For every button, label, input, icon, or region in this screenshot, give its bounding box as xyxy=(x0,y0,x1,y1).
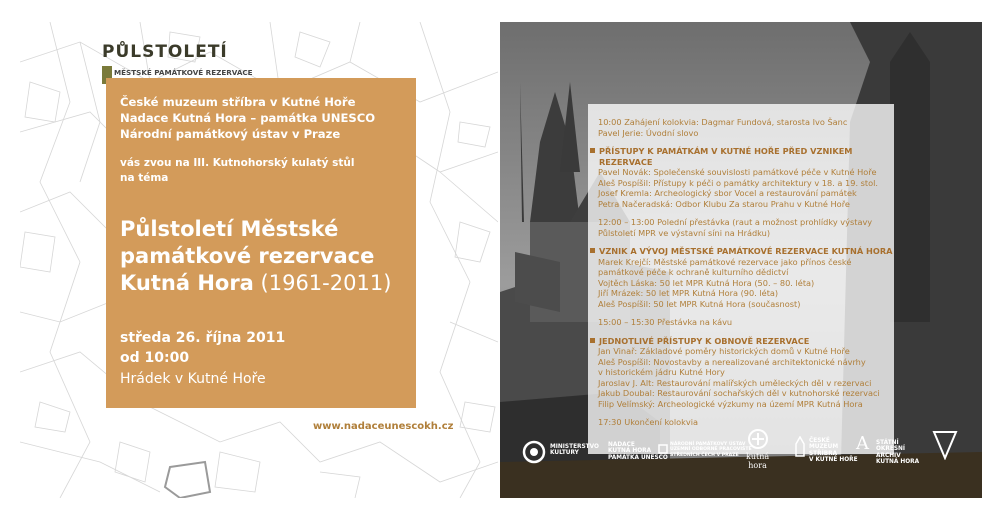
program-text: 12:00 – 13:00 Polední přestávka (raut a možnost prohlídky výstavy xyxy=(598,217,873,227)
program-text: Jan Vinař: Základové poměry historických domů v Kutné Hoře xyxy=(598,346,850,356)
bullet-square-icon xyxy=(590,148,595,153)
invite-text xyxy=(120,156,410,186)
program-block-6 xyxy=(598,336,894,410)
event-date xyxy=(120,328,285,368)
logo-text: STÁTNÍ xyxy=(876,440,899,446)
logo-text: STŘÍBRA xyxy=(809,450,838,457)
logo-text: KUTNÁ HORA xyxy=(608,448,652,455)
logo-text: KUTNÁ HORA xyxy=(876,459,920,466)
logo-text: STŘEDNÍCH ČECH V PRAZE xyxy=(670,452,739,458)
program-text: Jakub Doubal: Restaurování sochařských děl v kutnohorské rezervaci xyxy=(598,388,880,398)
logo-narodni-pamatkovy-ustav xyxy=(670,442,752,458)
invite-line-2: na téma xyxy=(120,172,169,184)
program-text: 15:00 – 15:30 Přestávka na kávu xyxy=(598,317,733,327)
date-line-2: od 10:00 xyxy=(120,350,190,366)
invite-line-1: vás zvou na III. Kutnohorský kulatý stůl xyxy=(120,157,355,169)
program-text: Aleš Pospíšil: Přístupy k péči o památky architektury v 18. a 19. stol. xyxy=(598,177,879,188)
institution-2: Nadace Kutná Hora – památka UNESCO xyxy=(120,111,376,125)
logo-text: ÚZEMNÍ ODBORNÉ PRACOVIŠTĚ xyxy=(670,447,752,453)
program-section-head: JEDNOTLIVÉ PŘÍSTUPY K OBNOVĚ REZERVACE xyxy=(598,336,894,347)
program-text: Filip Velímský: Archeologické výzkumy na území MPR Kutná Hora xyxy=(598,398,863,409)
bullet-square-icon xyxy=(590,248,595,253)
program-text: Aleš Pospíšil: 50 let MPR Kutná Hora (současnost) xyxy=(598,298,801,309)
program-block-4 xyxy=(598,246,894,309)
program-text: Pavel Novák: Společenské souvislosti památkové péče v Kutné Hoře xyxy=(598,167,877,177)
program-text: v historickém jádru Kutné Hory xyxy=(598,367,725,377)
website-link[interactable]: www.nadaceunescokh.cz xyxy=(313,421,454,432)
logo-text: NADACE xyxy=(608,442,635,448)
event-venue: Hrádek v Kutné Hoře xyxy=(120,371,266,387)
invitation-box xyxy=(106,78,416,408)
logo-text: MINISTERSTVO xyxy=(550,444,599,450)
partner-logos xyxy=(500,422,982,498)
title-line-1: Půlstoletí Městské xyxy=(120,217,339,241)
museum-bell-icon xyxy=(794,436,806,462)
logo-text: MUZEUM xyxy=(809,444,839,451)
program-block-3 xyxy=(598,217,894,238)
logo-text: V KUTNÉ HOŘE xyxy=(809,457,858,464)
program-block-5 xyxy=(598,317,894,328)
program-panel xyxy=(588,104,894,454)
program-text: Josef Kremla: Archeologický sbor Vocel a restaurování památek xyxy=(598,188,857,198)
logo-text: hora xyxy=(748,461,767,470)
program-text: Půlstoletí MPR ve výstavní síni na Hrádku) xyxy=(598,227,771,238)
program-text: 10:00 Zahájení kolokvia: Dagmar Fundová, starosta Ivo Šanc xyxy=(598,117,848,127)
program-text: Jiří Mrázek: 50 let MPR Kutná Hora (90. léta) xyxy=(598,288,779,298)
program-text: 17:30 Ukončení kolokvia xyxy=(598,417,699,427)
logo-text: PAMÁTKA UNESCO xyxy=(608,454,668,461)
logo-text: kutná xyxy=(746,452,770,461)
program-section-head: PŘÍSTUPY K PAMÁTKÁM V KUTNÉ HOŘE PŘED VZNIKEM REZERVACE xyxy=(598,146,894,167)
logo-text: KULTURY xyxy=(550,450,579,457)
ministry-culture-icon xyxy=(522,440,546,464)
title-line-2: památkové rezervace xyxy=(120,244,375,268)
logo-text: NÁRODNÍ PAMÁTKOVÝ ÚSTAV xyxy=(670,442,746,447)
program-text: Jaroslav J. Alt: Restaurování malířských uměleckých děl v rezervaci xyxy=(598,377,872,388)
program-text: Petra Načeradská: Odbor Klubu Za starou Prahu v Kutné Hoře xyxy=(598,198,850,209)
institution-1: České muzeum stříbra v Kutné Hoře xyxy=(120,95,356,109)
program-block-1 xyxy=(598,117,894,138)
program-section-head: VZNIK A VÝVOJ MĚSTSKÉ PAMÁTKOVÉ REZERVACE KUTNÁ HORA xyxy=(598,246,894,257)
logo-kutna-hora-city xyxy=(746,428,769,470)
title-line-3 xyxy=(120,270,415,297)
title-city: Kutná Hora xyxy=(120,271,254,295)
logo-line-1: MĚSTSKÉ PAMÁTKOVÉ REZERVACE xyxy=(114,68,253,77)
logo-title: PŮLSTOLETÍ xyxy=(102,42,228,62)
bullet-square-icon xyxy=(590,338,595,343)
program-text: Aleš Pospíšil: Novostavby a nerealizované architektonické návrhy xyxy=(598,356,866,367)
event-title xyxy=(120,216,415,297)
program-block-2 xyxy=(598,146,894,209)
right-panel xyxy=(500,22,982,498)
program-text: Marek Krejčí: Městské památkové rezervace jako přínos české xyxy=(598,256,852,267)
archiv-ac-icon: A xyxy=(856,433,869,454)
kutna-hora-emblem-icon xyxy=(747,428,769,450)
museum-town-logo-icon xyxy=(932,430,958,460)
program-text: památkové péče k ochraně kulturního dědictví xyxy=(598,267,789,277)
logo-text: OKRESNÍ xyxy=(876,446,906,453)
logo-text: ARCHIV xyxy=(876,452,901,459)
date-line-1: středa 26. října 2011 xyxy=(120,330,286,346)
title-years: (1961-2011) xyxy=(253,271,392,295)
program-text: Pavel Jerie: Úvodní slovo xyxy=(598,127,699,138)
program-text: Vojtěch Láska: 50 let MPR Kutná Hora (50. – 80. léta) xyxy=(598,277,815,288)
institutions xyxy=(120,94,375,142)
npu-icon xyxy=(658,444,668,454)
logo-text: ČESKÉ xyxy=(809,438,830,444)
institution-3: Národní památkový ústav v Praze xyxy=(120,127,341,141)
